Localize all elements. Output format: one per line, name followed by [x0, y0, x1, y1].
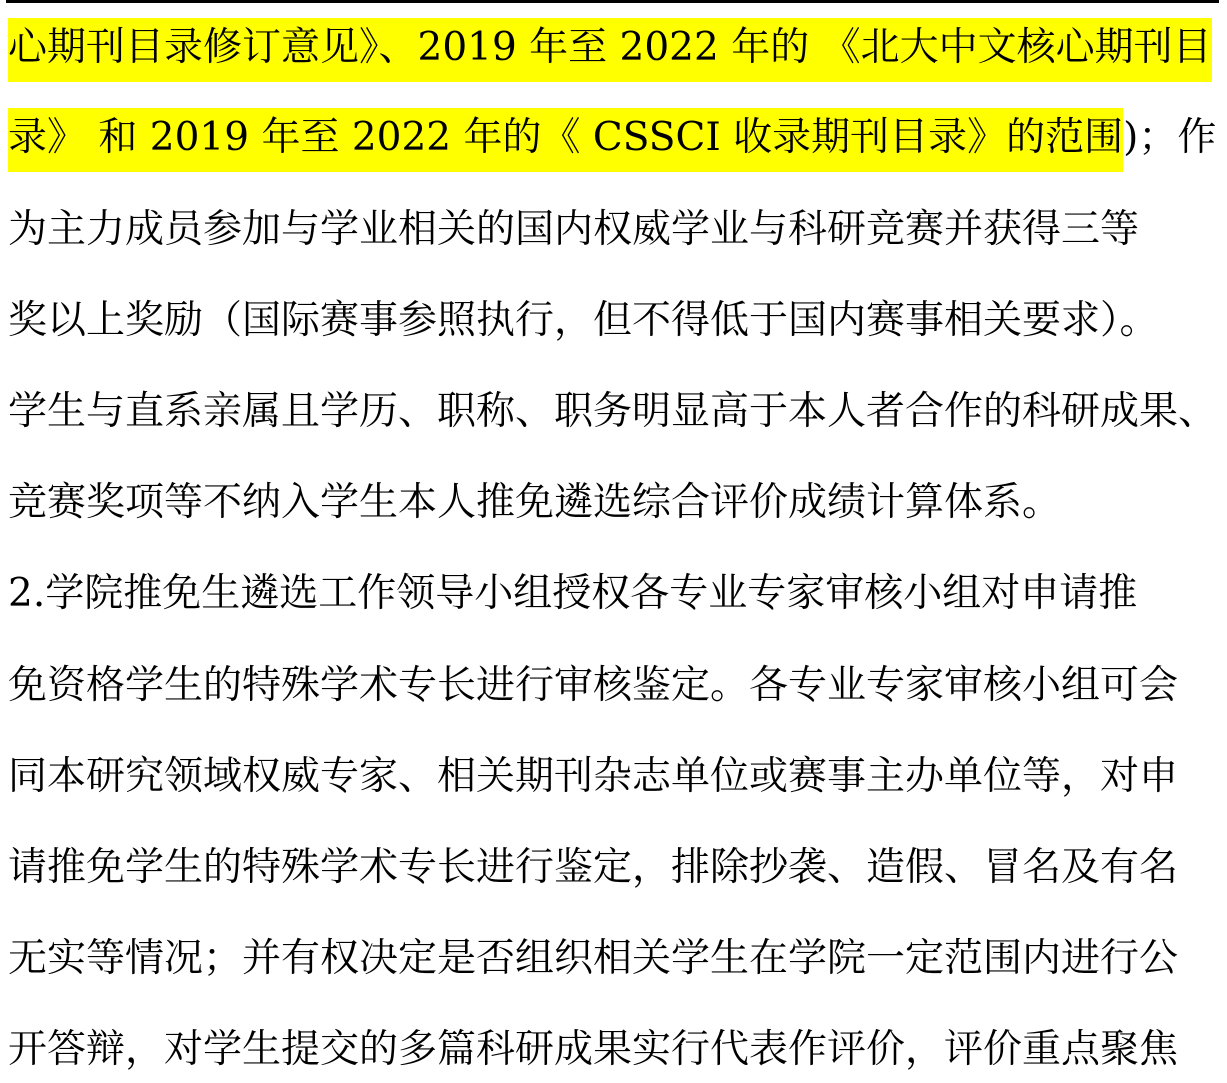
- highlighted-text: 心期刊目录修订意见》、2019 年至 2022 年的 《北大中文核心期刊目: [8, 18, 1212, 82]
- text-line-7: [8, 564, 1137, 624]
- text-line-6: [8, 473, 1061, 533]
- plain-text: )；作: [1123, 115, 1217, 160]
- plain-text: 开答辩，对学生提交的多篇科研成果实行代表作评价，评价重点聚焦: [8, 1027, 1179, 1072]
- plain-text: 竞赛奖项等不纳入学生本人推免遴选综合评价成绩计算体系。: [8, 480, 1062, 525]
- plain-text: 请推免学生的特殊学术专长进行鉴定，排除抄袭、造假、冒名及有名: [8, 845, 1179, 890]
- text-line-4: [8, 291, 1159, 351]
- text-line-9: [8, 747, 1178, 807]
- plain-text: 同本研究领域权威专家、相关期刊杂志单位或赛事主办单位等，对申: [8, 754, 1179, 799]
- page-top-border: [6, 0, 1219, 3]
- plain-text: 免资格学生的特殊学术专长进行审核鉴定。各专业专家审核小组可会: [8, 663, 1179, 708]
- plain-text: 奖以上奖励（国际赛事参照执行，但不得低于国内赛事相关要求）。: [8, 298, 1159, 343]
- plain-text: 2.学院推免生遴选工作领导小组授权各专业专家审核小组对申请推: [8, 571, 1138, 616]
- text-line-10: [8, 838, 1178, 898]
- text-line-8: [8, 656, 1178, 716]
- highlighted-text: 录》 和 2019 年至 2022 年的《 CSSCI 收录期刊目录》的范围: [8, 108, 1123, 172]
- text-line-2: [8, 108, 1216, 168]
- plain-text: 学生与直系亲属且学历、职称、职务明显高于本人者合作的科研成果、: [8, 389, 1218, 434]
- text-line-12: [8, 1020, 1178, 1080]
- text-line-1: [8, 18, 1212, 78]
- plain-text: 无实等情况；并有权决定是否组织相关学生在学院一定范围内进行公: [8, 936, 1179, 981]
- text-line-3: [8, 200, 1139, 260]
- text-line-5: [8, 382, 1217, 442]
- plain-text: 为主力成员参加与学业相关的国内权威学业与科研竞赛并获得三等: [8, 207, 1140, 252]
- text-line-11: [8, 929, 1178, 989]
